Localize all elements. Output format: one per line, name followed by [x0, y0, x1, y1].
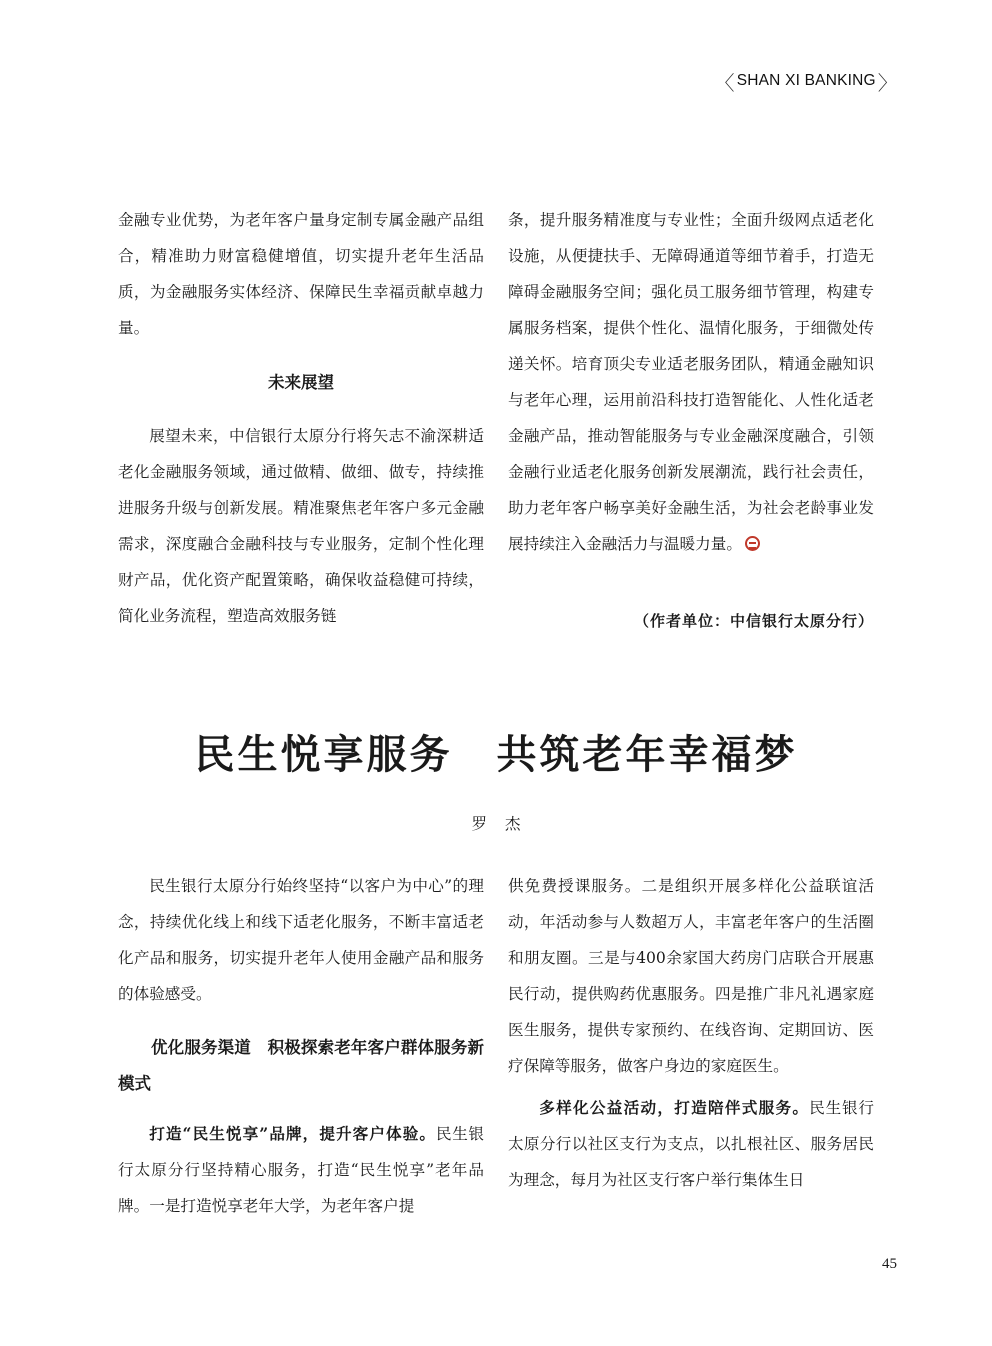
- article-intro: 民生银行太原分行始终坚持“以客户为中心”的理念，持续优化线上和线下适老化服务，不断丰富适老化产品和服务，切实提升老年人使用金融产品和服务的体验感受。: [118, 877, 484, 1003]
- article-paragraph: 供免费授课服务。二是组织开展多样化公益联谊活动，年活动参与人数超万人，丰富老年客户的生活圈和朋友圈。三是与400余家国大药房门店联合开展惠民行动，提供购药优惠服务。四是推广非凡礼遇家庭医生服务，提供专家预约、在线咨询、定期回访、医疗保障等服务，做客户身边的家庭医生。: [508, 877, 874, 1075]
- left-bracket-icon: 〈: [714, 72, 735, 95]
- right-bracket-icon: 〉: [877, 72, 898, 95]
- author-affiliation: （作者单位：中信银行太原分行）: [633, 612, 874, 630]
- prev-article-paragraph: [508, 202, 874, 562]
- article-author: 罗杰: [471, 815, 539, 833]
- article-title-part1: 民生悦享服务: [194, 731, 453, 778]
- prev-article-right-column: [508, 202, 874, 562]
- article-title-part2: 共筑老年幸福梦: [496, 731, 798, 778]
- article-paragraph: [508, 1090, 874, 1198]
- article-title: [0, 723, 992, 780]
- article-left-column: [118, 868, 484, 1224]
- prev-article-paragraph: 金融专业优势，为老年客户量身定制专属金融产品组合，精准助力财富稳健增值，切实提升老年生活品质，为金融服务实体经济、保障民生幸福贡献卓越力量。: [118, 211, 484, 337]
- article-right-column: [508, 868, 874, 1198]
- paragraph-lead: 打造“民生悦享”品牌，提升客户体验。: [149, 1124, 437, 1143]
- paragraph-text: 民生银行太原分行坚持精心服务，打造“民生悦享”老年品牌。一是打造悦享老年大学，为老年客户提: [118, 1125, 484, 1215]
- running-header: [713, 68, 901, 94]
- section-heading-future: 未来展望: [268, 373, 334, 392]
- prev-article-closing-text: 条，提升服务精准度与专业性；全面升级网点适老化设施，从便捷扶手、无障碍通道等细节着手，打造无障碍金融服务空间；强化员工服务细节管理，构建专属服务档案，提供个性化、温情化服务，于细微处传递关怀。培育顶尖专业适老服务团队，精通金融知识与老年心理，运用前沿科技打造智能化、人性化适老金融产品，推动智能服务与专业金融深度融合，引领金融行业适老化服务创新发展潮流，践行社会责任，助力老年客户畅享美好金融生活，为社会老龄事业发展持续注入金融活力与温暖力量。: [508, 211, 874, 553]
- running-title: SHAN XI BANKING: [736, 72, 876, 89]
- prev-article-paragraph: 展望未来，中信银行太原分行将矢志不渝深耕适老化金融服务领域，通过做精、做细、做专，持续推进服务升级与创新发展。精准聚焦老年客户多元金融需求，深度融合金融科技与专业服务，定制个性化理财产品，优化资产配置策略，确保收益稳健可持续，简化业务流程，塑造高效服务链: [118, 427, 484, 625]
- paragraph-lead: 多样化公益活动，打造陪伴式服务。: [539, 1098, 810, 1117]
- page-number: 45: [882, 1256, 897, 1272]
- section-heading-channels: 优化服务渠道 积极探索老年客户群体服务新模式: [118, 1038, 484, 1093]
- article-paragraph: [118, 1116, 484, 1224]
- end-seal-icon: [745, 536, 760, 551]
- prev-article-left-column: [118, 202, 484, 634]
- paragraph-text: 民生银行太原分行以社区支行为支点，以扎根社区、服务居民为理念，每月为社区支行客户举行集体生日: [508, 1099, 874, 1189]
